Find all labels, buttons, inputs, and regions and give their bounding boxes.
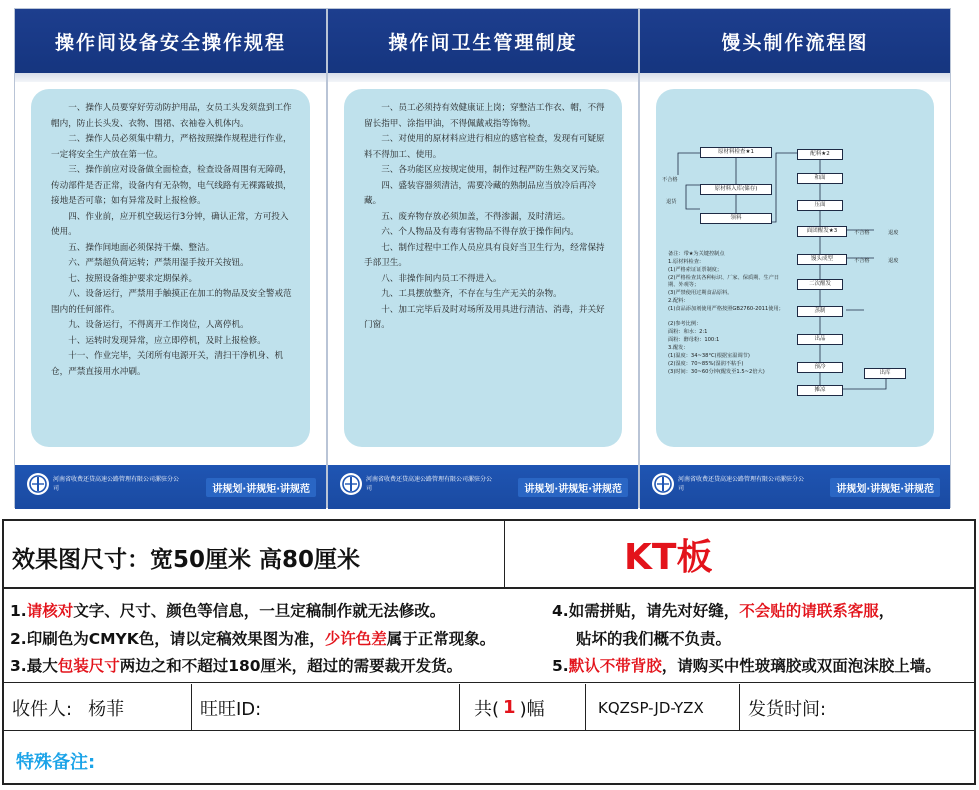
board-footer [328,465,638,509]
flow-note: (3)时间：30~60分钟(醒发至1.5~2倍大) [668,369,765,375]
note-highlight: 请核对 [26,602,74,620]
code-cell [586,684,740,731]
flow-note: (1)严格索证证票制度； [668,267,723,273]
note-text: 贴坏的我们概不负责。 [576,630,732,648]
wangwang-label: 旺旺ID: [200,698,262,720]
board-title: 馒头制作流程图 [640,9,950,73]
fail-label: 不合格 [854,258,870,264]
note-highlight: 包装尺寸 [57,657,120,675]
flow-step: 原材料入库(储存) [700,184,772,195]
rule-item: 十、加工完毕后及时对场所及用具进行清洁、消毒，并关好门窗。 [364,304,605,330]
rule-item: 九、设备运行，不得离开工作岗位，人离停机。 [68,320,249,330]
size-row [4,521,974,589]
slogan: 讲规划·讲规矩·讲规范 [206,478,316,497]
flow-step: 领料 [700,213,772,224]
rule-item: 四、盛装容器须清洁，需要冷藏的熟制品应当放冷后再冷藏。 [364,180,597,206]
note-text: 如需拼贴，请先对好缝， [568,602,740,620]
flow-note: 面粉：酵母粉：100:1 [668,337,720,343]
note-highlight: 默认不带背胶 [568,657,662,675]
divider [504,521,505,587]
note-highlight: 不会贴的请联系客服 [739,602,879,620]
flow-step: 摊凉 [797,385,843,396]
rule-item: 二、操作人员必须集中精力，严格按照操作规程进行作业，一定将安全生产放在第一位。 [51,134,292,160]
note-3 [10,654,462,676]
count-prefix: 共( [474,698,500,720]
ship-time-cell [740,684,974,731]
note-highlight: 少许色差 [324,630,387,648]
flowchart-panel [656,89,934,447]
flow-note: (2)湿度：70~85%(湿润不粘手) [668,361,744,367]
note-num: 2. [10,630,27,648]
note-text: 最大 [26,657,58,675]
rule-item: 五、操作间地面必须保持干燥、整洁。 [68,242,215,253]
rule-item: 六、严禁超负荷运转；严禁用湿手按开关按钮。 [68,258,249,268]
rule-item: 十一、作业完毕，关闭所有电源开关，清扫干净机身、机仓，严禁直接用水冲刷。 [51,351,284,377]
rules-panel [344,89,622,447]
rule-item: 七、制作过程中工作人员应具有良好当卫生行为，经常保持手部卫生。 [364,242,605,268]
note-text: 文字、尺寸、颜色等信息，一旦定稿制作就无法修改。 [73,602,446,620]
ship-time-label: 发货时间: [748,698,827,720]
company-name: 河南省收费还贷高速公路管理有限公司漯驻分公司 [53,476,180,492]
flow-step: 面团醒发★3 [797,226,847,237]
rule-item: 九、工具摆放整齐，不存在与生产无关的杂物。 [381,289,562,299]
flow-note: (2)严格检查其各种标识、厂家、保质期、生产日期、外观等； [668,275,780,289]
order-form [2,519,976,785]
notes-row [4,591,974,683]
rule-item: 八、设备运行，严禁用手触摸正在加工的物品及安全警戒范围内的任何部件。 [51,289,292,315]
product-code: KQZSP-JD-YZX [598,698,704,717]
recipient-cell [4,684,192,731]
wangwang-cell [192,684,460,731]
note-text: ，请购买中性玻璃胶或双面泡沫胶上墙。 [661,657,941,675]
rule-item: 五、废弃物存放必须加盖，不得渗漏，及时清运。 [381,211,571,222]
company-logo-icon [27,473,49,495]
size-label: 效果图尺寸：宽50厘米 高80厘米 [12,547,361,573]
flowchart [656,89,934,447]
note-2 [10,627,495,649]
flow-step: 原材料检查★1 [700,147,772,158]
special-notes-row [4,732,974,785]
fail-label: 不合格 [662,177,678,183]
rule-item: 一、员工必须持有效健康证上岗；穿整洁工作衣、帽，不得留长指甲、涂指甲油，不得佩戴戒指等饰物。 [364,103,605,129]
note-num: 5. [552,657,569,675]
note-1 [10,599,445,621]
flow-step: 预冷 [797,362,843,373]
rule-item: 三、各功能区应按规定使用，制作过程严防生熟交叉污染。 [381,165,605,175]
flow-note: 备注：带★为关键控制点 [668,251,725,257]
flow-step: 出库 [864,368,906,379]
note-num: 4. [552,602,569,620]
board-footer [15,465,326,509]
rule-item: 三、操作前应对设备做全面检查，检查设备周围有无障碍，传动部件是否正常，设备内有无杂物，电气线路有无裸露破损，接地是否可靠；如有异常及时上报检修。 [51,165,292,206]
slogan: 讲规划·讲规矩·讲规范 [518,478,628,497]
flow-step: 和面 [797,173,843,184]
board-hygiene-rules [327,8,639,508]
rule-item: 一、操作人员要穿好劳动防护用品，女员工头发须盘到工作帽内，防止长头发、衣物、围裙、衣袖卷入机体内。 [51,103,292,129]
flow-note: 1.原材料检查： [668,259,705,265]
special-notes-label: 特殊备注: [16,752,96,773]
note-num: 1. [10,602,27,620]
note-text: 印刷色为CMYK色，请以定稿效果图为准， [26,630,325,648]
count-cell [460,684,586,731]
note-4 [552,599,894,621]
rule-item: 四、作业前，应开机空载运行3分钟，确认正常，方可投入使用。 [51,211,289,237]
board-title: 操作间卫生管理制度 [328,9,638,73]
flow-note: 面粉：和水：2:1 [668,329,708,335]
slogan: 讲规划·讲规矩·讲规范 [830,478,940,497]
fail-label: 不合格 [854,230,870,236]
count-suffix: )幅 [519,698,545,720]
recipient-name: 杨菲 [88,698,125,720]
rule-item: 二、对使用的原材料应进行相应的感官检查，发现有可疑原料不得加工、使用。 [364,134,605,160]
note-4-cont [576,627,731,649]
flow-step: 配料★2 [797,149,843,160]
flow-step: 压面 [797,200,843,211]
recipient-label: 收件人: [12,698,73,720]
flow-note: (2)参考比例： [668,321,702,327]
shipping-row [4,684,974,731]
dispose-label: 退废 [888,258,899,264]
company-logo-icon [340,473,362,495]
note-text: 两边之和不超过180厘米，超过的需要裁开发货。 [119,657,463,675]
note-text: 属于正常现象。 [386,630,496,648]
flow-note: (1)食品添加剂使用严格按照GB2760-2011使用； [668,306,784,312]
flow-step: 馒头成型 [797,254,847,265]
flow-step: 出品 [797,334,843,345]
board-safety-rules [14,8,327,508]
board-footer [640,465,950,509]
flow-note: 3.醒发： [668,345,689,351]
header-stripe [328,73,638,82]
flow-note: 2.配料： [668,298,689,304]
company-name: 河南省收费还贷高速公路管理有限公司漯驻分公司 [678,476,805,492]
rule-item: 十、运转时发现异常，应立即停机，及时上报检修。 [68,335,266,346]
header-stripe [640,73,950,82]
flow-step: 蒸制 [797,306,843,317]
flow-step: 二次醒发 [797,279,843,290]
rule-item: 六、个人物品及有毒有害物品不得存放于操作间内。 [381,227,579,237]
count-value: 1 [503,697,516,718]
note-5 [552,654,941,676]
rule-item: 八、非操作间内员工不得进入。 [381,273,502,284]
rules-panel [31,89,310,447]
board-title: 操作间设备安全操作规程 [15,9,326,73]
return-label: 退货 [666,199,677,205]
flow-note: (1)温度：34~38°C(根据室温调节) [668,353,750,359]
note-num: 3. [10,657,27,675]
note-text: ， [878,602,895,620]
company-name: 河南省收费还贷高速公路管理有限公司漯驻分公司 [366,476,493,492]
header-stripe [15,73,326,82]
rule-item: 七、按照设备维护要求定期保养。 [68,273,198,284]
company-logo-icon [652,473,674,495]
board-flowchart [639,8,951,508]
dispose-label: 退废 [888,230,899,236]
material-label: KT板 [624,537,713,578]
flow-note: (3)严禁使用过期食品原料。 [668,290,733,296]
